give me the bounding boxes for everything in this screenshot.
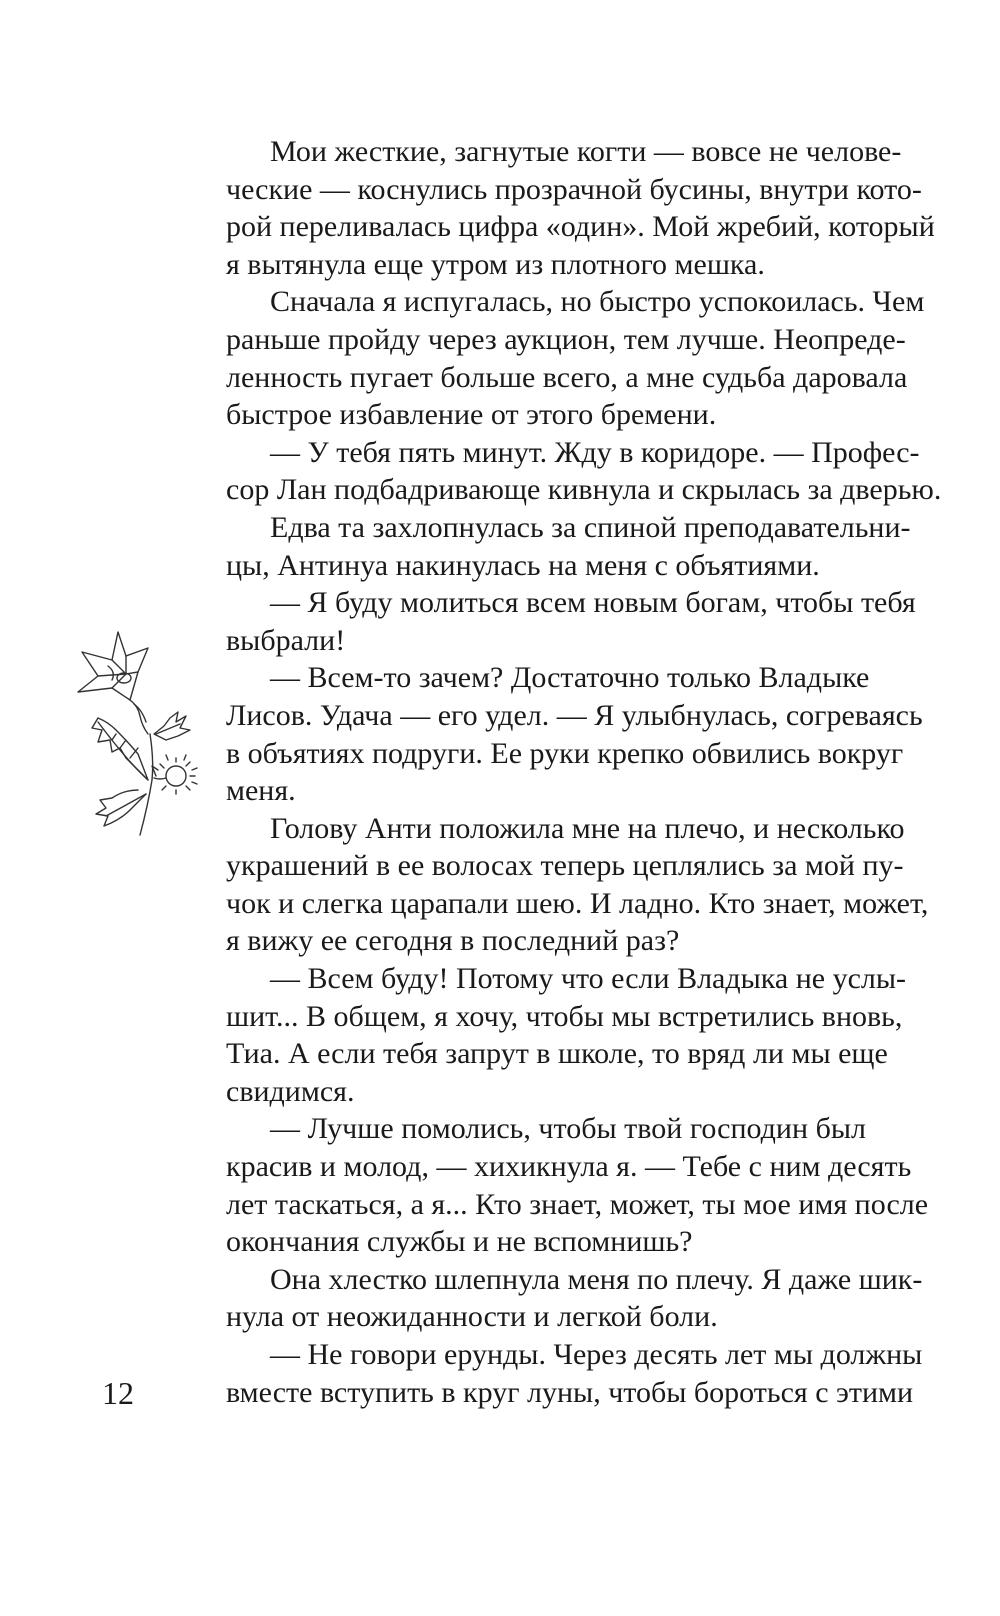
text-line: — Всем-то зачем? Достаточно только Владыке xyxy=(270,661,870,695)
text-line: — Я буду молиться всем новым богам, чтобы тебя xyxy=(270,586,916,620)
text-line: в объятиях подруги. Ее руки крепко обвились вокруг xyxy=(226,736,904,770)
text-line: Голову Анти положила мне на плечо, и несколько xyxy=(270,811,905,845)
text-line: цы, Антинуа накинулась на меня с объятиями. xyxy=(226,548,820,582)
text-line: Лисов. Удача — его удел. — Я улыбнулась, согреваясь xyxy=(226,698,923,732)
body-text xyxy=(226,133,942,1411)
text-line: окончания службы и не вспомнишь? xyxy=(226,1225,693,1259)
text-line: лет таскаться, а я... Кто знает, может, ты мое имя после xyxy=(226,1187,929,1221)
text-line: Мои жесткие, загнутые когти — вовсе не челове- xyxy=(270,135,902,168)
text-line: Сначала я испугалась, но быстро успокоилась. Чем xyxy=(270,285,925,319)
text-line: выбрали! xyxy=(226,623,346,657)
text-line: сор Лан подбадривающе кивнула и скрылась за дверью. xyxy=(226,473,942,507)
text-line: быстрое избавление от этого бремени. xyxy=(226,398,717,432)
text-line: ческие — коснулись прозрачной бусины, внутри кото- xyxy=(226,172,922,206)
text-line: свидимся. xyxy=(226,1074,355,1108)
flower-sprig-illustration xyxy=(68,630,218,845)
text-line: вместе вступить в круг луны, чтобы бороться с этими xyxy=(226,1375,914,1409)
text-line: — У тебя пять минут. Жду в коридоре. — Профес- xyxy=(270,435,920,469)
text-line: Едва та захлопнулась за спиной преподавательни- xyxy=(270,510,911,544)
text-line: Тиа. А если тебя запрут в школе, то вряд ли мы еще xyxy=(226,1037,888,1071)
text-line: я вытянула еще утром из плотного мешка. xyxy=(226,247,765,281)
text-line: — Не говори ерунды. Через десять лет мы должны xyxy=(270,1338,923,1371)
text-line: украшений в ее волосах теперь цеплялись за мой пу- xyxy=(226,849,904,883)
text-line: меня. xyxy=(226,774,296,808)
text-line: рой переливалась цифра «один». Мой жребий, который xyxy=(226,210,935,244)
text-line: чок и слегка царапали шею. И ладно. Кто знает, может, xyxy=(226,886,929,920)
page-number: 12 xyxy=(102,1375,134,1411)
text-line: красив и молод, — хихикнула я. — Тебе с ним десять xyxy=(226,1150,912,1184)
text-line: ленность пугает больше всего, а мне судьба даровала xyxy=(226,360,908,394)
text-line: нула от неожиданности и легкой боли. xyxy=(226,1300,718,1334)
text-line: — Лучше помолись, чтобы твой господин был xyxy=(270,1112,866,1146)
text-line: шит... В общем, я хочу, чтобы мы встретились вновь, xyxy=(226,999,903,1033)
text-line: — Всем буду! Потому что если Владыка не услы- xyxy=(270,962,907,996)
text-line: Она хлестко шлепнула меня по плечу. Я даже шик- xyxy=(270,1262,923,1296)
text-line: раньше пройду через аукцион, тем лучше. Неопреде- xyxy=(226,322,906,356)
text-line: я вижу ее сегодня в последний раз? xyxy=(226,924,680,958)
